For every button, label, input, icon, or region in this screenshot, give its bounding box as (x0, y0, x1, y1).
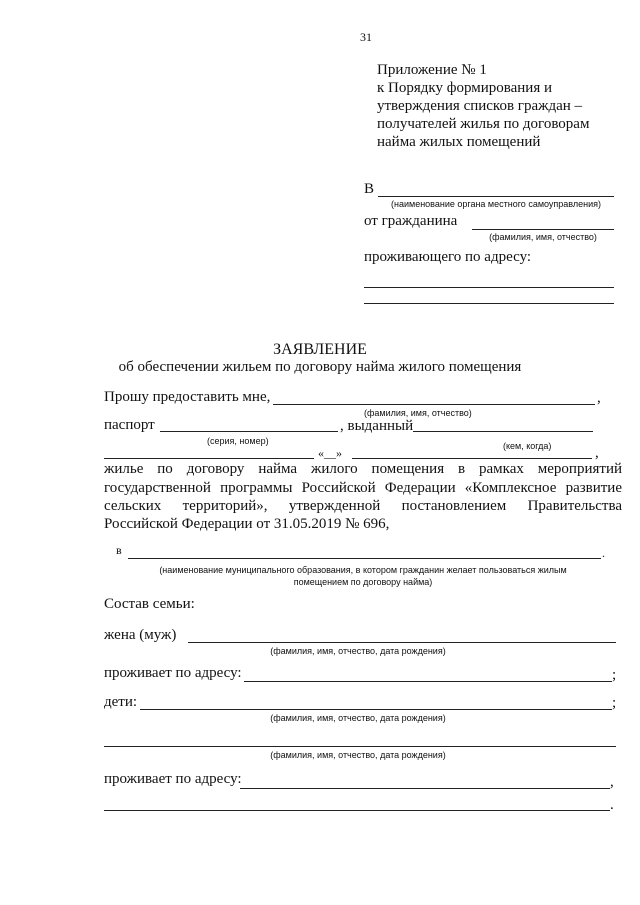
address-label: проживающего по адресу: (364, 249, 532, 265)
fio-hint: (фамилия, имя, отчество) (364, 408, 472, 418)
from-hint: (фамилия, имя, отчество) (489, 232, 597, 242)
appendix-line-2: к Порядку формирования и (377, 80, 553, 96)
paragraph-line-4: Российской Федерации от 31.05.2019 № 696, (104, 516, 390, 532)
issued-label: , выданный (340, 418, 414, 434)
children-label: дети: (104, 694, 138, 710)
children-line[interactable] (140, 709, 612, 710)
child-hint-2: (фамилия, имя, отчество, дата рождения) (270, 750, 446, 760)
date-line-left[interactable] (104, 458, 314, 459)
spouse-hint: (фамилия, имя, отчество, дата рождения) (270, 646, 446, 656)
document-subtitle: об обеспечении жильем по договору найма жилого помещения (118, 359, 522, 375)
appendix-line-4: получателей жилья по договорам (377, 116, 590, 132)
paragraph-line-3: сельских территорий», утвержденной постановлением Правительства (104, 498, 622, 514)
municipality-hint-1: (наименование муниципального образования, в котором гражданин желает пользоваться жилым (159, 565, 567, 575)
paragraph-line-1: жилье по договору найма жилого помещения в рамках мероприятий (104, 461, 622, 477)
date-end: , (595, 445, 599, 461)
lives-label-1: проживает по адресу: (104, 665, 242, 681)
to-line[interactable] (378, 196, 614, 197)
final-line[interactable] (104, 810, 610, 811)
municipality-hint-2: помещением по договору найма) (293, 577, 433, 587)
family-heading: Состав семьи: (104, 596, 195, 612)
page-number: 31 (360, 30, 372, 44)
from-line[interactable] (472, 229, 614, 230)
municipality-line[interactable] (128, 558, 601, 559)
appendix-line-3: утверждения списков граждан – (377, 98, 583, 114)
spouse-label: жена (муж) (104, 627, 177, 643)
lives-line-2[interactable] (240, 788, 610, 789)
spouse-line[interactable] (188, 642, 616, 643)
request-end: , (597, 390, 601, 406)
end-comma: , (610, 774, 614, 790)
request-line[interactable] (273, 404, 595, 405)
date-quote: «__» (318, 446, 342, 460)
passport-label: паспорт (104, 417, 155, 433)
from-label: от гражданина (364, 213, 458, 229)
issued-hint: (кем, когда) (503, 441, 552, 451)
child-line-2[interactable] (104, 746, 616, 747)
series-hint: (серия, номер) (207, 436, 269, 446)
to-hint: (наименование органа местного самоуправления) (391, 199, 601, 209)
passport-line[interactable] (160, 431, 338, 432)
to-prefix: В (364, 181, 375, 197)
date-line-right[interactable] (352, 458, 592, 459)
paragraph-line-2: государственной программы Российской Федерации «Комплексное развитие (104, 480, 622, 496)
appendix-line-1: Приложение № 1 (377, 62, 487, 78)
address-line-2[interactable] (364, 303, 614, 304)
lives-label-2: проживает по адресу: (104, 771, 242, 787)
appendix-line-5: найма жилых помещений (377, 134, 541, 150)
in-label: в (116, 543, 122, 557)
semi-2: ; (612, 695, 617, 711)
document-title: ЗАЯВЛЕНИЕ (273, 341, 367, 358)
end-dot: . (610, 797, 614, 813)
issued-line[interactable] (413, 431, 593, 432)
lives-line-1[interactable] (244, 681, 612, 682)
child-hint-1: (фамилия, имя, отчество, дата рождения) (270, 713, 446, 723)
request-label: Прошу предоставить мне, (104, 389, 271, 405)
semi-1: ; (612, 667, 617, 683)
in-end: . (602, 546, 605, 560)
address-line-1[interactable] (364, 287, 614, 288)
